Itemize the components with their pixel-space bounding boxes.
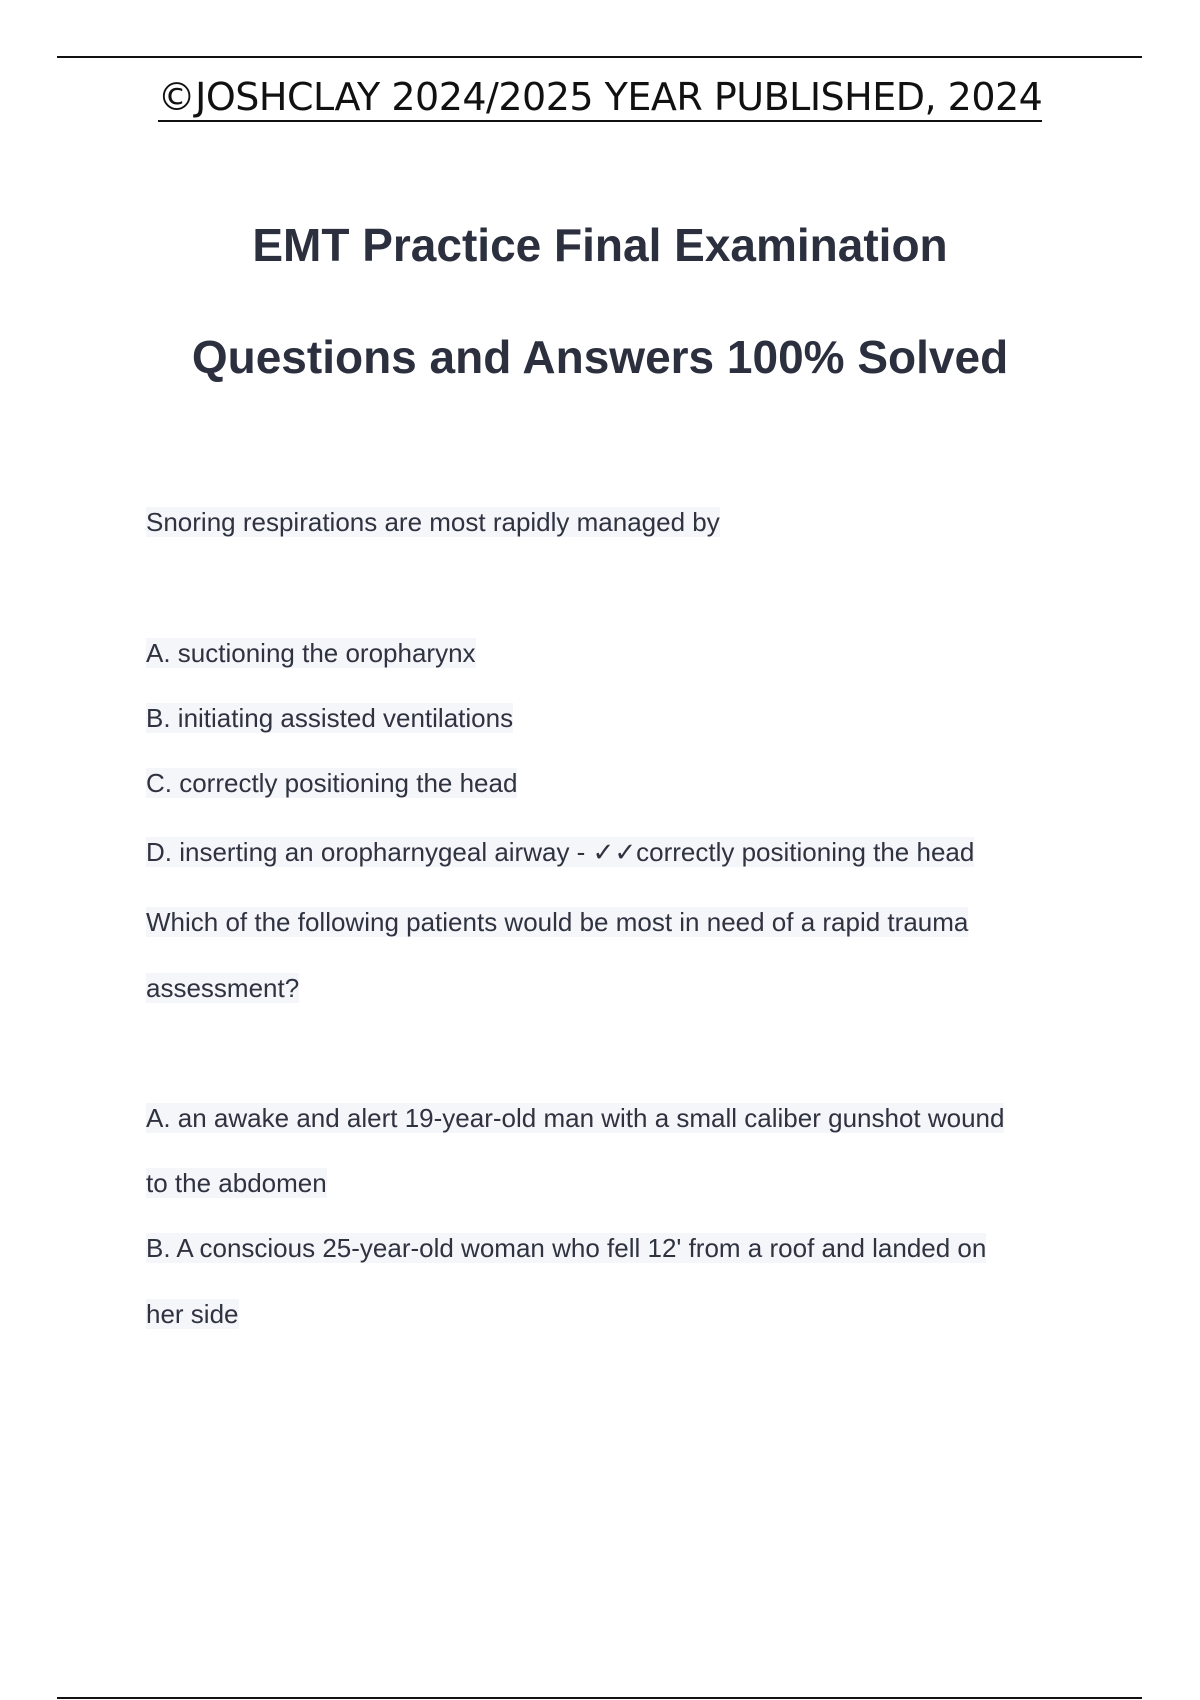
copyright-text: ©JOSHCLAY 2024/2025 YEAR PUBLISHED, 2024 [158,74,1043,122]
question-2-prompt-line-2: assessment? [146,973,300,1003]
question-2-prompt-line-1: Which of the following patients would be most in need of a rapid trauma [146,907,969,937]
top-rule [57,56,1142,58]
question-2-option-a-line-2: to the abdomen [146,1168,327,1198]
question-2-option-b-line-2: her side [146,1299,239,1329]
question-1-prompt: Snoring respirations are most rapidly managed by [146,507,720,537]
question-1-option-d-with-answer: D. inserting an oropharnygeal airway - ✓✓correctly positioning the head [146,837,975,867]
question-1-option-c: C. correctly positioning the head [146,768,518,798]
question-2-option-a-line-1: A. an awake and alert 19-year-old man with a small caliber gunshot wound [146,1103,1005,1133]
document-title-line-1: EMT Practice Final Examination [252,219,948,271]
document-title-line-2: Questions and Answers 100% Solved [191,331,1009,383]
question-1-option-a: A. suctioning the oropharynx [146,638,476,668]
copyright-header [0,74,1200,122]
question-1-option-b: B. initiating assisted ventilations [146,703,514,733]
question-2-option-b-line-1: B. A conscious 25-year-old woman who fell 12' from a roof and landed on [146,1233,987,1263]
bottom-rule [57,1697,1142,1699]
